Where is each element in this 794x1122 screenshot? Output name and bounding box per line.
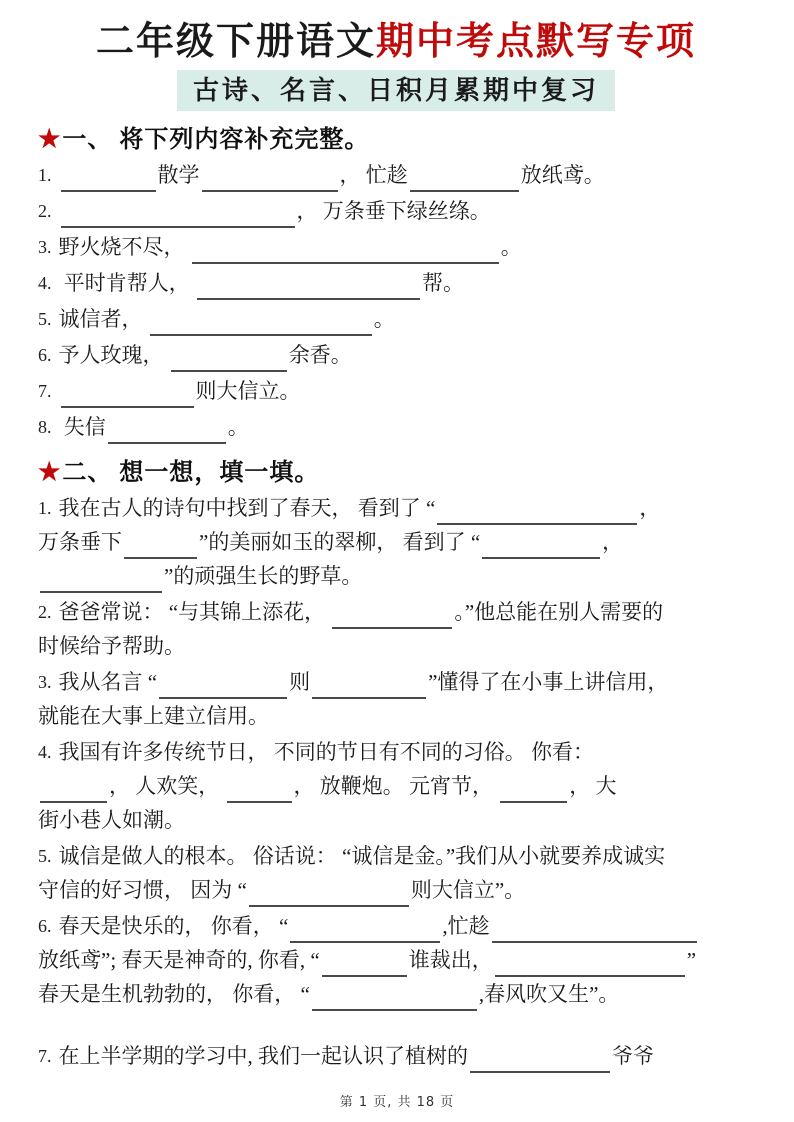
star-icon: ★ (38, 459, 62, 487)
item-line (38, 699, 754, 733)
text-segment: 失信 (58, 415, 106, 440)
text-segment: ,忙趁 (442, 914, 490, 939)
worksheet-item (38, 158, 754, 192)
worksheet-item (38, 230, 754, 264)
worksheet-item (38, 194, 754, 228)
fill-in-blank (437, 497, 637, 525)
text-segment: ， (602, 530, 624, 555)
fill-in-blank (61, 200, 295, 228)
text-segment: ， 放鞭炮。 元宵节， (293, 774, 499, 799)
worksheet-item (38, 1039, 754, 1073)
item-number: 7. (38, 1046, 52, 1067)
item-line (38, 873, 754, 907)
section (38, 119, 754, 444)
item-line (38, 158, 754, 192)
item-line (38, 410, 754, 444)
worksheet-item (38, 735, 754, 837)
item-number: 5. (38, 309, 52, 330)
fill-in-blank (312, 983, 477, 1011)
fill-in-blank (108, 416, 226, 444)
text-segment: 爸爸常说： “与其锦上添花， (58, 600, 331, 625)
text-segment: ”懂得了在小事上讲信用， (428, 670, 669, 695)
page-title-red: 期中考点默写专项 (376, 21, 697, 63)
text-segment: ”的美丽如玉的翠柳， 看到了 “ (199, 530, 481, 555)
section (38, 452, 754, 1073)
text-segment: 诚信是做人的根本。 俗话说： “诚信是金。”我们从小就要养成诚实 (58, 844, 666, 869)
item-line (38, 665, 754, 699)
text-segment: ， 万条垂下绿丝绦。 (296, 199, 491, 224)
fill-in-blank (495, 949, 685, 977)
item-line (38, 374, 754, 408)
fill-in-blank (61, 164, 156, 192)
subtitle-row (38, 70, 754, 112)
fill-in-blank (249, 879, 409, 907)
item-number: 6. (38, 916, 52, 937)
fill-in-blank (482, 531, 600, 559)
item-line (38, 266, 754, 300)
fill-in-blank (159, 671, 287, 699)
worksheet-item (38, 338, 754, 372)
fill-in-blank (40, 775, 107, 803)
text-segment: ， 人欢笑， (109, 774, 225, 799)
text-segment: 就能在大事上建立信用。 (38, 704, 269, 729)
star-icon: ★ (38, 126, 62, 154)
fill-in-blank (312, 671, 426, 699)
text-segment: ,春风吹又生”。 (478, 982, 620, 1007)
text-segment: 予人玫瑰， (58, 343, 169, 368)
text-segment: 我国有许多传统节日， 不同的节日有不同的习俗。 你看： (58, 740, 594, 765)
fill-in-blank (150, 308, 372, 336)
text-segment: 守信的好习惯， 因为 “ (38, 878, 247, 903)
fill-in-blank (332, 601, 452, 629)
item-number: 3. (38, 672, 52, 693)
text-segment: 我从名言 “ (58, 670, 158, 695)
item-line (38, 977, 754, 1011)
text-segment: 。 (500, 235, 522, 260)
item-line (38, 491, 754, 525)
item-line (38, 943, 754, 977)
fill-in-blank (227, 775, 292, 803)
item-number: 1. (38, 498, 52, 519)
text-segment: 我在古人的诗句中找到了春天， 看到了 “ (58, 496, 436, 521)
text-segment: 野火烧不尽， (58, 235, 190, 260)
fill-in-blank (40, 565, 162, 593)
item-number: 5. (38, 846, 52, 867)
item-line (38, 559, 754, 593)
text-segment: ， 忙趁 (339, 163, 408, 188)
text-segment: 街小巷人如潮。 (38, 808, 185, 833)
fill-in-blank (192, 236, 499, 264)
item-line (38, 909, 754, 943)
text-segment: 帮。 (422, 271, 464, 296)
page-title-black: 二年级下册语文 (95, 21, 376, 63)
section-heading-text: 二、 想一想，填一填。 (62, 460, 320, 487)
item-line (38, 769, 754, 803)
text-segment: 平时肯帮人， (58, 271, 195, 296)
worksheet-item (38, 909, 754, 1011)
fill-in-blank (290, 915, 440, 943)
text-segment: 爷爷 (612, 1044, 654, 1069)
text-segment: ， (639, 496, 661, 521)
fill-in-blank (470, 1045, 610, 1073)
text-segment: 诚信者， (58, 307, 148, 332)
subtitle-banner: 古诗、名言、日积月累期中复习 (177, 70, 615, 112)
text-segment: ” (686, 948, 697, 973)
item-line (38, 230, 754, 264)
fill-in-blank (492, 915, 697, 943)
worksheet-item (38, 266, 754, 300)
item-number: 6. (38, 345, 52, 366)
item-line (38, 302, 754, 336)
worksheet-item (38, 665, 754, 733)
fill-in-blank (410, 164, 519, 192)
text-segment: 余香。 (288, 343, 352, 368)
text-segment: 则大信立。 (195, 379, 301, 404)
item-number: 2. (38, 602, 52, 623)
item-line (38, 629, 754, 663)
fill-in-blank (202, 164, 338, 192)
fill-in-blank (500, 775, 567, 803)
item-line (38, 803, 754, 837)
item-line (38, 525, 754, 559)
worksheet-item (38, 410, 754, 444)
worksheet-item (38, 595, 754, 663)
page-title (38, 20, 754, 66)
fill-in-blank (197, 272, 420, 300)
section-heading-text: 一、 将下列内容补充完整。 (62, 127, 370, 154)
item-number: 1. (38, 165, 52, 186)
item-number: 2. (38, 201, 52, 222)
text-segment: 则大信立”。 (410, 878, 526, 903)
item-line (38, 839, 754, 873)
text-segment: 。 (227, 415, 249, 440)
worksheet-item (38, 374, 754, 408)
item-number: 4. (38, 273, 52, 294)
item-number: 4. (38, 742, 52, 763)
item-number: 7. (38, 381, 52, 402)
fill-in-blank (322, 949, 407, 977)
text-segment: 放纸鸢。 (520, 163, 605, 188)
text-segment: 谁裁出， (408, 948, 493, 973)
item-line (38, 194, 754, 228)
item-number: 8. (38, 417, 52, 438)
section-heading (38, 452, 754, 487)
item-line (38, 338, 754, 372)
page-number-footer: 第 1 页, 共 18 页 (339, 1095, 455, 1110)
text-segment: 。 (373, 307, 395, 332)
text-segment: 放纸鸢”; 春天是神奇的, 你看, “ (38, 948, 320, 973)
fill-in-blank (171, 344, 287, 372)
text-segment: 在上半学期的学习中, 我们一起认识了植树的 (58, 1044, 468, 1069)
sections (38, 119, 754, 1073)
worksheet-item (38, 491, 754, 593)
text-segment: 时候给予帮助。 (38, 634, 185, 659)
text-segment: ”的顽强生长的野草。 (164, 564, 363, 589)
section-heading (38, 119, 754, 154)
text-segment: 春天是生机勃勃的， 你看， “ (38, 982, 310, 1007)
text-segment: 散学 (157, 163, 200, 188)
text-segment: 万条垂下 (38, 530, 122, 555)
text-segment: ， 大 (569, 774, 617, 799)
fill-in-blank (61, 380, 194, 408)
worksheet-item (38, 302, 754, 336)
item-number: 3. (38, 237, 52, 258)
item-line (38, 595, 754, 629)
item-line (38, 1039, 754, 1073)
item-line (38, 735, 754, 769)
worksheet-item (38, 839, 754, 907)
fill-in-blank (124, 531, 197, 559)
text-segment: 。”他总能在别人需要的 (454, 600, 664, 625)
text-segment: 则 (289, 670, 311, 695)
text-segment: 春天是快乐的， 你看， “ (58, 914, 289, 939)
